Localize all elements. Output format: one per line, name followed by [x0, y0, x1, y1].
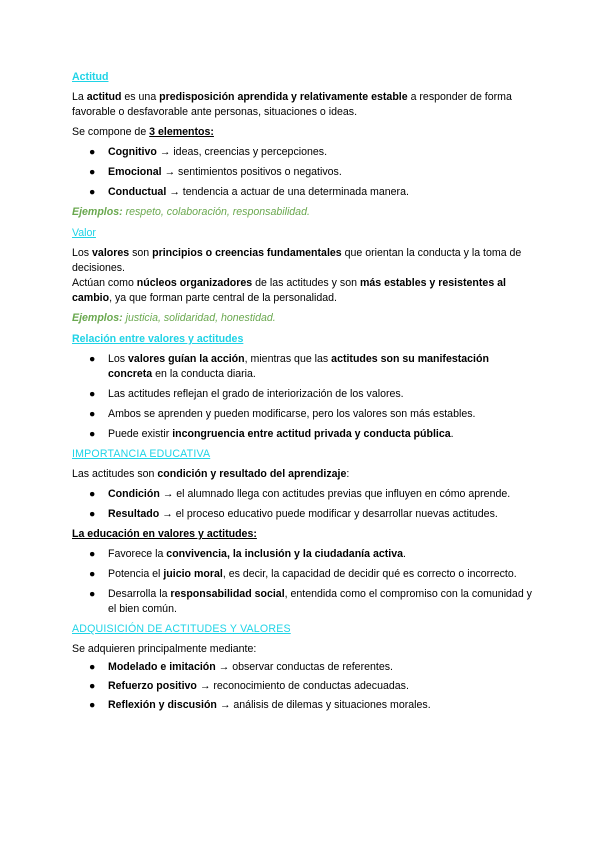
heading-actitud: Actitud [72, 71, 109, 83]
bullet-icon: ● [89, 488, 96, 500]
bullet-icon: ● [89, 388, 96, 400]
valor-examples: Ejemplos: justicia, solidaridad, honestidad. [72, 312, 276, 324]
bullet-icon: ● [89, 166, 96, 178]
bullet-icon: ● [89, 661, 96, 673]
bullet-icon: ● [89, 680, 96, 692]
bullet-icon: ● [89, 588, 96, 600]
list-item: ● Conductual → tendencia a actuar de una determinada manera. [89, 186, 409, 198]
list-item: ● Modelado e imitación → observar conductas de referentes. [89, 661, 393, 673]
actitud-definition: La actitud es una predisposición aprendida y relativamente estable a responder de forma favorable o desfavorable ante personas, situaciones o ideas. [72, 91, 512, 118]
list-item: ● Potencia el juicio moral, es decir, la capacidad de decidir qué es correcto o incorrecto. [89, 568, 517, 580]
list-item: ● Condición → el alumnado llega con actitudes previas que influyen en cómo aprende. [89, 488, 511, 500]
importancia-intro: Las actitudes son condición y resultado del aprendizaje: [72, 468, 350, 480]
list-item: ● Puede existir incongruencia entre actitud privada y conducta pública. [89, 428, 454, 440]
subheading-educacion-valores: La educación en valores y actitudes: [72, 528, 257, 540]
adquisicion-intro: Se adquieren principalmente mediante: [72, 643, 257, 655]
actitud-elements-list [72, 145, 532, 200]
heading-valor: Valor [72, 227, 96, 239]
list-item: ● Resultado → el proceso educativo puede modificar y desarrollar nuevas actitudes. [89, 508, 498, 520]
importancia-list [72, 487, 532, 522]
list-item: ● Cognitivo → ideas, creencias y percepciones. [89, 146, 328, 158]
bullet-icon: ● [89, 428, 96, 440]
list-item: ● Las actitudes reflejan el grado de interiorización de los valores. [89, 388, 404, 400]
adquisicion-list [72, 660, 532, 713]
relacion-list [72, 352, 532, 442]
list-item: ● Favorece la convivencia, la inclusión y la ciudadanía activa. [89, 548, 406, 560]
bullet-icon: ● [89, 408, 96, 420]
bullet-icon: ● [89, 568, 96, 580]
bullet-icon: ● [89, 508, 96, 520]
bullet-icon: ● [89, 548, 96, 560]
valor-definition: Los valores son principios o creencias fundamentales que orientan la conducta y la toma de decisiones. [72, 247, 522, 274]
educacion-valores-list [72, 547, 532, 617]
actitud-compone: Se compone de 3 elementos: [72, 126, 214, 138]
actitud-examples: Ejemplos: respeto, colaboración, responsabilidad. [72, 206, 310, 218]
heading-adquisicion: ADQUISICIÓN DE ACTITUDES Y VALORES [72, 623, 291, 635]
bullet-icon: ● [89, 186, 96, 198]
list-item: ● Los valores guían la acción, mientras que las actitudes son su manifestación concreta en la conducta diaria. [89, 353, 489, 380]
list-item: ● Ambos se aprenden y pueden modificarse, pero los valores son más estables. [89, 408, 476, 420]
list-item: ● Emocional → sentimientos positivos o negativos. [89, 166, 342, 178]
document-page [72, 70, 532, 717]
bullet-icon: ● [89, 699, 96, 711]
list-item: ● Refuerzo positivo → reconocimiento de conductas adecuadas. [89, 680, 409, 692]
heading-importancia: IMPORTANCIA EDUCATIVA [72, 448, 211, 460]
valor-nucleos: Actúan como núcleos organizadores de las actitudes y son más estables y resistentes al cambio, ya que forman parte central de la personalidad. [72, 277, 506, 304]
bullet-icon: ● [89, 146, 96, 158]
list-item: ● Desarrolla la responsabilidad social, entendida como el compromiso con la comunidad y el bien común. [89, 588, 532, 615]
heading-relacion: Relación entre valores y actitudes [72, 333, 244, 345]
bullet-icon: ● [89, 353, 96, 365]
list-item: ● Reflexión y discusión → análisis de dilemas y situaciones morales. [89, 699, 431, 711]
